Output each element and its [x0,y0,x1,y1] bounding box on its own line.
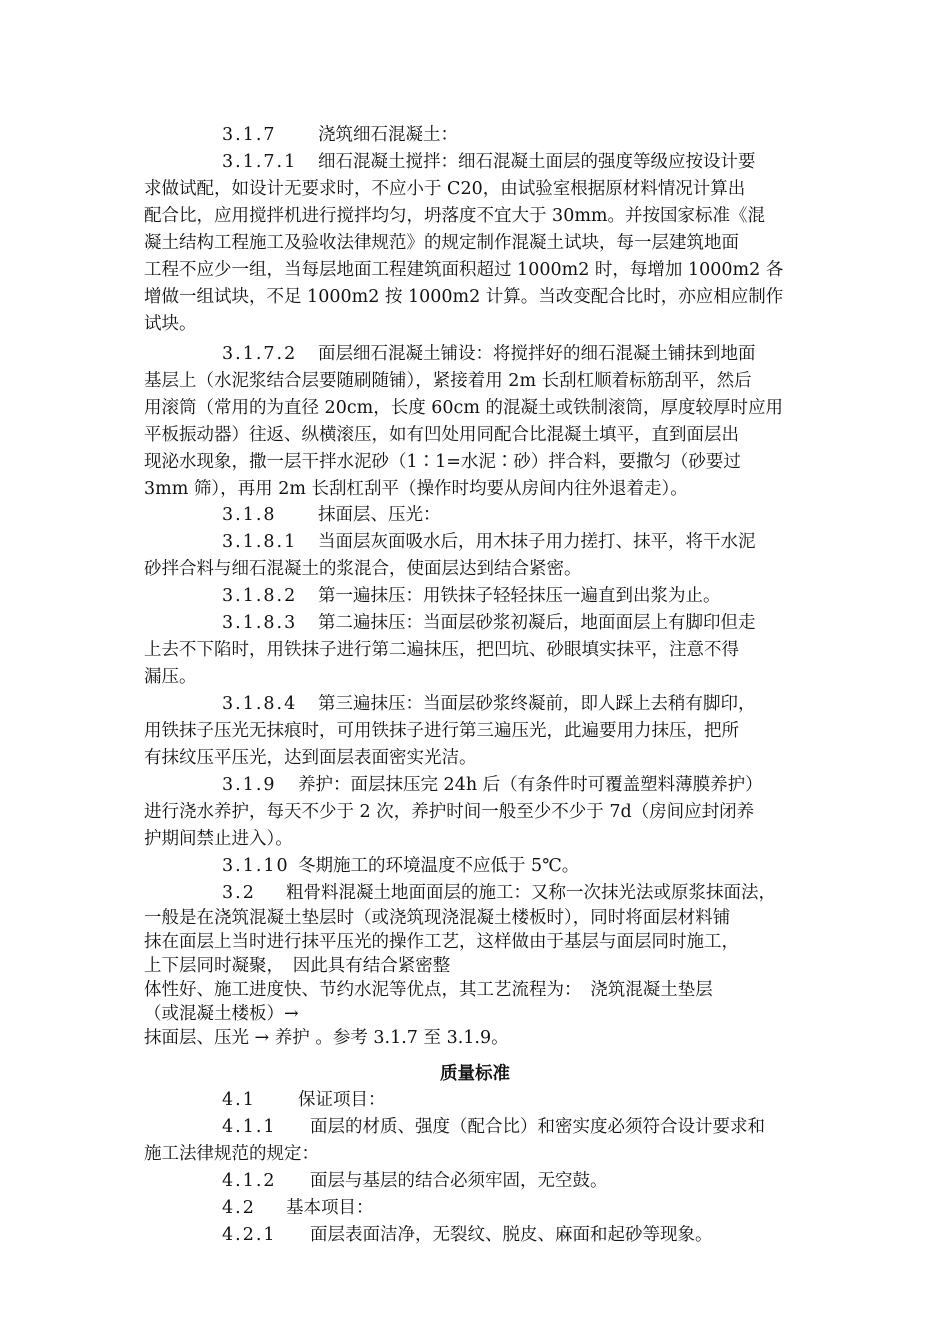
text-line: 凝土结构工程施工及验收法律规范》的规定制作混凝土试块，每一层建筑地面 [144,233,739,253]
text-line: 上下层同时凝聚， 因此具有结合紧密整 [144,956,451,976]
paragraph-3-1-10: 3.1.10 冬期施工的环境温度不应低于 5℃。 [222,856,580,876]
text-line: 用铁抹子压光无抹痕时，可用铁抹子进行第三遍压光，此遍要用力抹压，把所 [144,721,739,741]
heading-4-1: 4.1 保证项目： [222,1090,386,1110]
heading-4-2: 4.2 基本项目： [222,1198,374,1218]
text-line: 配合比，应用搅拌机进行搅拌均匀，坍落度不宜大于 30mm。并按国家标准《混 [144,206,766,226]
text-line: 上去不下陷时，用铁抹子进行第二遍抹压，把凹坑、砂眼填实抹平，注意不得 [144,640,739,660]
text-line: 平板振动器）往返、纵横滚压，如有凹处用同配合比混凝土填平，直到面层出 [144,425,739,445]
text-line: 体性好、施工进度快、节约水泥等优点，其工艺流程为： 浇筑混凝土垫层 [144,980,713,1000]
paragraph-3-1-7-2: 3.1.7.2 面层细石混凝土铺设：将搅拌好的细石混凝土铺抹到地面 [222,344,756,364]
text-line: 漏压。 [144,667,197,687]
text-line: 一般是在浇筑混凝土垫层时（或浇筑现浇混凝土楼板时），同时将面层材料铺 [144,908,731,928]
heading-3-1-8: 3.1.8 抹面层、压光： [222,505,441,525]
quality-standard-title: 质量标准 [440,1064,510,1084]
text-line: 进行浇水养护，每天不少于 2 次，养护时间一般至少不少于 7d（房间应封闭养 [144,802,755,822]
text-line: 砂拌合料与细石混凝土的浆混合，使面层达到结合紧密。 [144,559,582,579]
text-line: 试块。 [144,314,197,334]
paragraph-4-1-2: 4.1.2 面层与基层的结合必须牢固，无空鼓。 [222,1171,608,1191]
text-line: 基层上（水泥浆结合层要随刷随铺），紧接着用 2m 长刮杠顺着标筋刮平，然后 [144,371,752,391]
paragraph-4-1-1: 4.1.1 面层的材质、强度（配合比）和密实度必须符合设计要求和 [222,1117,765,1137]
paragraph-3-1-8-4: 3.1.8.4 第三遍抹压：当面层砂浆终凝前，即人踩上去稍有脚印， [222,694,756,714]
text-line: 工程不应少一组，当每层地面工程建筑面积超过 1000m2 时，每增加 1000m2 各 [144,260,784,280]
paragraph-3-1-8-1: 3.1.8.1 当面层灰面吸水后，用木抹子用力搓打、抹平，将干水泥 [222,532,756,552]
heading-3-1-7: 3.1.7 浇筑细石混凝土： [222,125,458,145]
text-line: （或混凝土楼板）→ [144,1004,299,1024]
text-line: 用滚筒（常用的为直径 20cm，长度 60cm 的混凝土或铁制滚筒，厚度较厚时应用 [144,398,784,418]
text-line: 抹在面层上当时进行抹平压光的操作工艺，这样做由于基层与面层同时施工， [144,932,739,952]
text-line: 抹面层、压光 → 养护 。参考 3.1.7 至 3.1.9。 [144,1028,509,1048]
paragraph-3-2: 3.2 粗骨料混凝土地面面层的施工：又称一次抹光法或原浆抹面法， [222,883,776,903]
paragraph-3-1-8-2: 3.1.8.2 第一遍抹压：用铁抹子轻轻抹压一遍直到出浆为止。 [222,586,721,606]
text-line: 求做试配，如设计无要求时，不应小于 C20，由试验室根据原材料情况计算出 [144,179,746,199]
text-line: 现泌水现象，撒一层干拌水泥砂（1∶1=水泥∶砂）拌合料，要撒匀（砂要过 [144,452,741,472]
paragraph-3-1-9: 3.1.9 养护：面层抹压完 24h 后（有条件时可覆盖塑料薄膜养护） [222,775,763,795]
text-line: 施工法律规范的规定： [144,1144,319,1164]
paragraph-4-2-1: 4.2.1 面层表面洁净，无裂纹、脱皮、麻面和起砂等现象。 [222,1225,713,1245]
text-line: 3mm 筛），再用 2m 长刮杠刮平（操作时均要从房间内往外退着走）。 [144,479,688,499]
paragraph-3-1-8-3: 3.1.8.3 第二遍抹压：当面层砂浆初凝后，地面面层上有脚印但走 [222,613,756,633]
paragraph-3-1-7-1: 3.1.7.1 细石混凝土搅拌：细石混凝土面层的强度等级应按设计要 [222,152,756,172]
text-line: 护期间禁止进入）。 [144,829,293,849]
text-line: 有抹纹压平压光，达到面层表面密实光洁。 [144,748,477,768]
text-line: 增做一组试块，不足 1000m2 按 1000m2 计算。当改变配合比时，亦应相应制作 [144,287,784,307]
